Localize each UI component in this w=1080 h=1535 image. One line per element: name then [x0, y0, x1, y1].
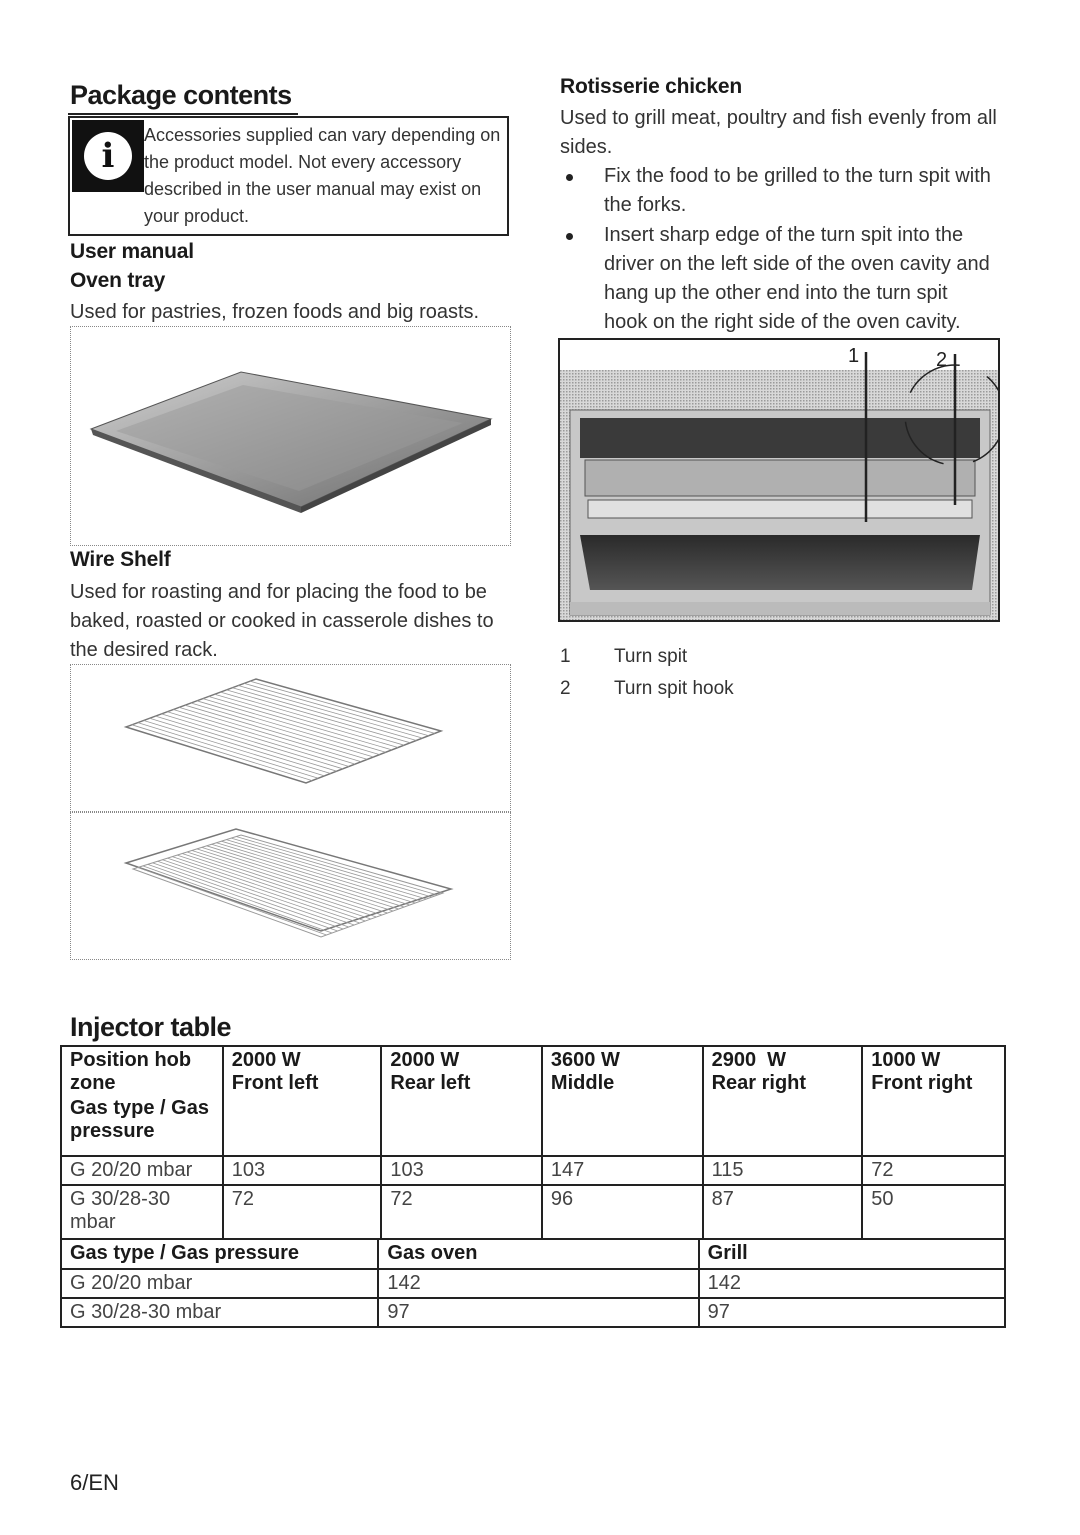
table-cell: 72	[223, 1185, 382, 1239]
package-contents-title: Package contents	[70, 80, 292, 110]
table-cell: 103	[381, 1156, 542, 1185]
info-icon: i	[72, 120, 144, 192]
table-row	[61, 1298, 1005, 1327]
legend-2-label: Turn spit hook	[614, 678, 734, 699]
bullet-2-line-1: Insert sharp edge of the turn spit into the	[604, 224, 964, 246]
row-label: G 20/20 mbar	[61, 1156, 223, 1185]
callout-1: 1	[848, 345, 860, 367]
oven-tray-text: Used for pastries, frozen foods and big roasts.	[70, 301, 480, 323]
table-cell: 142	[699, 1269, 1005, 1298]
user-manual-heading: User manual	[70, 240, 194, 263]
page-number: 6/EN	[70, 1470, 119, 1495]
row-label: G 20/20 mbar	[61, 1269, 378, 1298]
rotisserie-heading: Rotisserie chicken	[560, 75, 742, 98]
oven-cavity-illustration	[560, 340, 1000, 622]
title-underline	[68, 113, 298, 115]
table-cell: 72	[862, 1156, 1005, 1185]
oven-tray-image	[70, 326, 511, 546]
header-cell: 3600 W Middle	[542, 1046, 703, 1156]
table-cell: 97	[378, 1298, 698, 1327]
header-cell: Position hob zone Gas type / Gas pressure	[61, 1046, 223, 1156]
oven-tray-illustration	[71, 327, 510, 545]
wire-shelf-image-2	[70, 812, 511, 960]
table-cell: 96	[542, 1185, 703, 1239]
header-cell: 2000 W Rear left	[381, 1046, 542, 1156]
injector-table	[60, 1045, 1006, 1240]
wire-shelf-line-1: Used for roasting and for placing the food to be	[70, 581, 487, 603]
wire-shelf-line-2: baked, roasted or cooked in casserole dishes to	[70, 610, 494, 632]
table-cell: 115	[703, 1156, 863, 1185]
oven-tray-heading: Oven tray	[70, 269, 166, 292]
oven-cavity-image	[558, 338, 1000, 622]
table-cell: 72	[381, 1185, 542, 1239]
table-cell: 103	[223, 1156, 382, 1185]
injector-table-title: Injector table	[70, 1012, 232, 1042]
header-cell: Gas type / Gas pressure	[61, 1239, 378, 1269]
bullet-2-line-3: hang up the other end into the turn spit	[604, 282, 948, 304]
table-cell: 142	[378, 1269, 698, 1298]
wire-shelf-image-1	[70, 664, 511, 812]
table-cell: 50	[862, 1185, 1005, 1239]
header-cell: 1000 W Front right	[862, 1046, 1005, 1156]
header-cell: Grill	[699, 1239, 1005, 1269]
bullet-dot	[566, 174, 573, 181]
info-note	[68, 116, 509, 236]
header-cell: 2900 W Rear right	[703, 1046, 863, 1156]
header-cell: 2000 W Front left	[223, 1046, 382, 1156]
table-row	[61, 1156, 1005, 1185]
table-row	[61, 1239, 1005, 1269]
bullet-2-line-2: driver on the left side of the oven cavity and	[604, 253, 990, 275]
legend-1-num: 1	[560, 646, 571, 667]
wire-shelf-illustration-raised	[71, 813, 510, 959]
bullet-1-line-1: Fix the food to be grilled to the turn spit with	[604, 165, 991, 187]
legend-1-label: Turn spit	[614, 646, 688, 667]
table-row	[61, 1046, 1005, 1156]
header-cell: Gas oven	[378, 1239, 698, 1269]
row-label: G 30/28-30 mbar	[61, 1298, 378, 1327]
callout-2: 2	[936, 349, 948, 371]
wire-shelf-illustration-flat	[71, 665, 510, 811]
rotisserie-intro-2: sides.	[560, 136, 613, 158]
table-row	[61, 1185, 1005, 1239]
table-cell: 147	[542, 1156, 703, 1185]
info-note-text: Accessories supplied can vary depending on the product model. Not every accessory described in the user manual may exist on your product.	[144, 125, 501, 226]
legend-2-num: 2	[560, 678, 571, 699]
bullet-2-line-4: hook on the right side of the oven cavity.	[604, 311, 961, 333]
bullet-dot	[566, 233, 573, 240]
table-row	[61, 1269, 1005, 1298]
wire-shelf-heading: Wire Shelf	[70, 548, 171, 571]
oven-injector-table	[60, 1238, 1006, 1328]
rotisserie-intro-1: Used to grill meat, poultry and fish evenly from all	[560, 107, 997, 129]
row-label: G 30/28-30 mbar	[61, 1185, 223, 1239]
wire-shelf-line-3: the desired rack.	[70, 639, 218, 661]
table-cell: 97	[699, 1298, 1005, 1327]
bullet-1-line-2: the forks.	[604, 194, 687, 216]
table-cell: 87	[703, 1185, 863, 1239]
